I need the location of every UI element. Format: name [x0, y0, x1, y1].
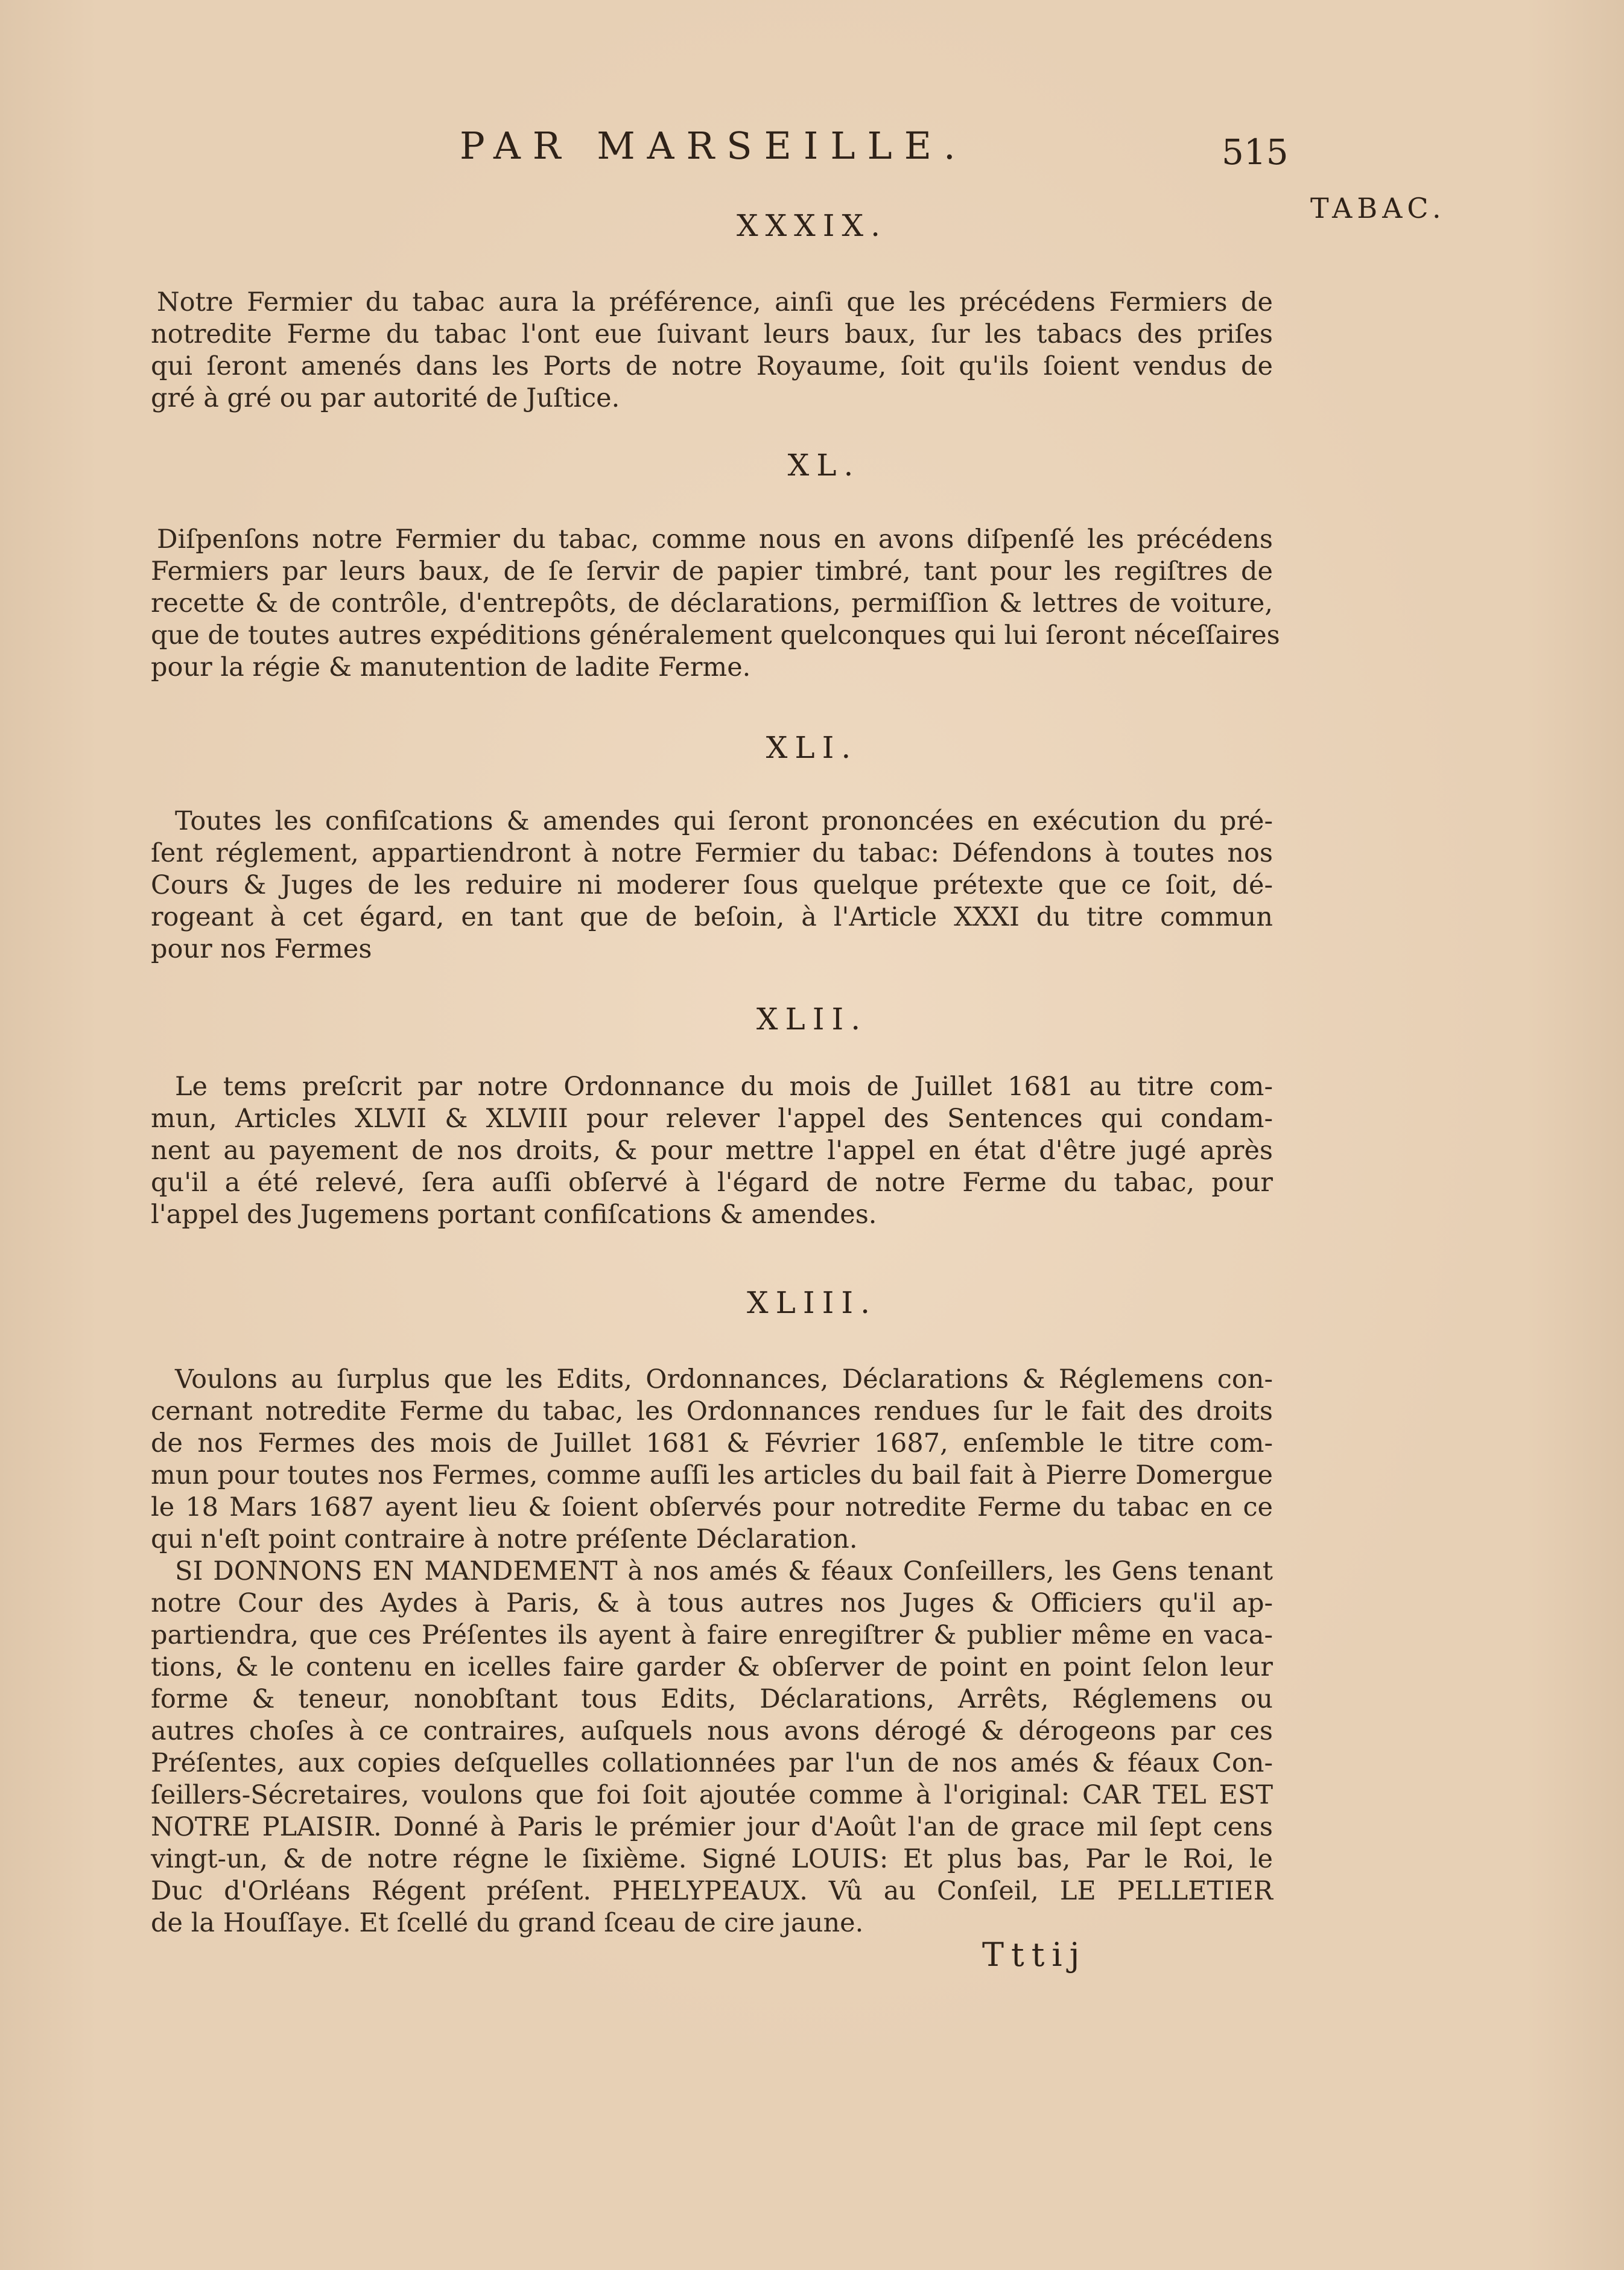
text-line: notre Cour des Aydes à Paris, & à tous autres nos Juges & Officiers qu'il ap-	[151, 1588, 1273, 1618]
text-line: qui ſeront amenés dans les Ports de notre Royaume, ſoit qu'ils ſoient vendus de	[151, 351, 1273, 381]
text-line: forme & teneur, nonobſtant tous Edits, Déclarations, Arrêts, Réglemens ou	[151, 1684, 1273, 1714]
text-line: de la Houſſaye. Et ſcellé du grand ſceau de cire jaune.	[151, 1908, 864, 1938]
margin-note: TABAC.	[1310, 192, 1446, 224]
text-line: l'appel des Jugemens portant confiſcations & amendes.	[151, 1200, 877, 1230]
article-text-xxxix	[151, 287, 1273, 415]
article-text-xli	[151, 806, 1273, 965]
article-heading-xxxix: XXXIX.	[736, 208, 888, 243]
text-line: recette & de contrôle, d'entrepôts, de déclarations, permiſſion & lettres de voiture,	[151, 588, 1273, 618]
text-line: NOTRE PLAISIR. Donné à Paris le prémier jour d'Août l'an de grace mil ſept cens	[151, 1812, 1273, 1842]
text-line: SI DONNONS EN MANDEMENT à nos amés & féaux Conſeillers, les Gens tenant	[175, 1556, 1273, 1586]
article-text-xl	[151, 524, 1280, 684]
text-line: mun pour toutes nos Fermes, comme auſſi les articles du bail fait à Pierre Domergue	[151, 1460, 1273, 1490]
text-line: Diſpenſons notre Fermier du tabac, comme nous en avons diſpenſé les précédens	[157, 524, 1273, 555]
text-line: partiendra, que ces Préſentes ils ayent à faire enregiſtrer & publier même en vaca-	[151, 1620, 1273, 1650]
text-line: notredite Ferme du tabac l'ont eue ſuivant leurs baux, ſur les tabacs des priſes	[151, 319, 1273, 349]
text-line: qu'il a été relevé, ſera auſſi obſervé à l'égard de notre Ferme du tabac, pour	[151, 1168, 1273, 1198]
text-line: Toutes les confiſcations & amendes qui ſeront prononcées en exécution du pré-	[175, 806, 1273, 836]
text-line: Préſentes, aux copies deſquelles collationnées par l'un de nos amés & féaux Con-	[151, 1748, 1273, 1778]
text-line: Le tems preſcrit par notre Ordonnance du mois de Juillet 1681 au titre com-	[175, 1072, 1273, 1102]
article-heading-xli: XLI.	[766, 730, 858, 765]
text-line: que de toutes autres expéditions généralement quelconques qui lui ſeront néceſſaires	[151, 620, 1280, 650]
text-line: pour la régie & manutention de ladite Ferme.	[151, 652, 751, 682]
text-line: rogeant à cet égard, en tant que de beſoin, à l'Article XXXI du titre commun	[151, 902, 1273, 932]
text-line: de nos Fermes des mois de Juillet 1681 & Février 1687, enſemble le titre com-	[151, 1428, 1273, 1458]
text-line: Duc d'Orléans Régent préſent. PHELYPEAUX. Vû au Conſeil, LE PELLETIER	[151, 1876, 1273, 1906]
text-line: tions, & le contenu en icelles faire garder & obſerver de point en point ſelon leur	[151, 1652, 1273, 1682]
article-heading-xliii: XLIII.	[747, 1285, 877, 1320]
text-line: Voulons au ſurplus que les Edits, Ordonnances, Déclarations & Réglemens con-	[175, 1364, 1273, 1394]
text-line: cernant notredite Ferme du tabac, les Ordonnances rendues ſur le fait des droits	[151, 1396, 1273, 1426]
text-line: pour nos Fermes	[151, 934, 372, 964]
mandement-paragraph	[151, 1556, 1273, 1939]
text-line: ſeillers-Sécretaires, voulons que foi ſoit ajoutée comme à l'original: CAR TEL EST	[151, 1780, 1273, 1810]
article-heading-xl: XL.	[787, 448, 861, 483]
text-line: autres choſes à ce contraires, auſquels nous avons dérogé & dérogeons par ces	[151, 1716, 1273, 1746]
text-line: Fermiers par leurs baux, de ſe ſervir de papier timbré, tant pour les regiſtres de	[151, 556, 1273, 587]
article-text-xliii	[151, 1364, 1273, 1556]
text-line: vingt-un, & de notre régne le ſixième. Signé LOUIS: Et plus bas, Par le Roi, le	[151, 1844, 1273, 1874]
text-line: nent au payement de nos droits, & pour mettre l'appel en état d'être jugé après	[151, 1136, 1273, 1166]
article-text-xlii	[151, 1071, 1273, 1231]
text-line: mun, Articles XLVII & XLVIII pour relever l'appel des Sentences qui condam-	[151, 1104, 1273, 1134]
running-head: PAR MARSEILLE.	[460, 124, 968, 168]
signature-mark: Tttij	[982, 1936, 1087, 1974]
article-heading-xlii: XLII.	[756, 1002, 868, 1037]
text-line: Cours & Juges de les reduire ni moderer ſous quelque prétexte que ce ſoit, dé-	[151, 870, 1273, 900]
text-line: ſent réglement, appartiendront à notre Fermier du tabac: Défendons à toutes nos	[151, 838, 1273, 868]
text-line: le 18 Mars 1687 ayent lieu & ſoient obſervés pour notredite Ferme du tabac en ce	[151, 1492, 1273, 1522]
text-line: gré à gré ou par autorité de Juſtice.	[151, 383, 620, 413]
page-number: 515	[1222, 132, 1289, 173]
text-line: Notre Fermier du tabac aura la préférence, ainſi que les précédens Fermiers de	[157, 287, 1273, 317]
text-line: qui n'eſt point contraire à notre préſente Déclaration.	[151, 1524, 858, 1554]
